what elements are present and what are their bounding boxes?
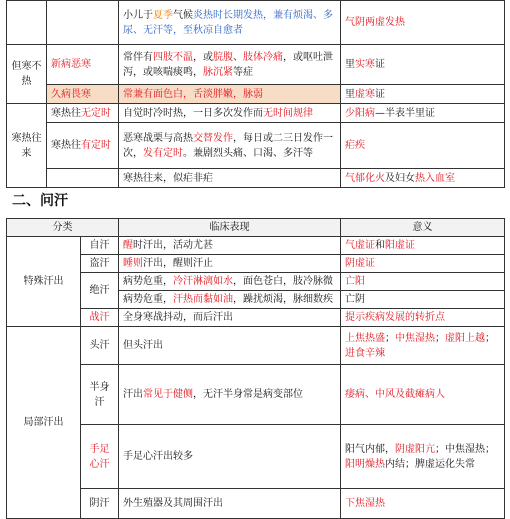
meaning-text <box>341 45 505 85</box>
text-run: 夏季 <box>153 9 173 21</box>
row-label: 战汗 <box>81 309 119 327</box>
text-run: 肢体冷痛 <box>243 51 283 63</box>
text-run: ，躁扰烦渴，脉细数疾 <box>233 294 333 305</box>
text-run: 常见于健侧 <box>143 389 193 400</box>
text-run: 手足心汗出较多 <box>123 451 193 462</box>
text-run: 汗出，醒则汗止 <box>143 258 213 269</box>
clinical-text <box>119 425 341 489</box>
text-run: 实寒 <box>355 59 375 70</box>
clinical-text <box>119 45 341 85</box>
meaning-text <box>341 169 505 188</box>
text-run: 证 <box>375 59 385 70</box>
text-run: 热入血室 <box>415 172 455 184</box>
row-label: 半身汗 <box>81 365 119 425</box>
text-run: 汗热而黏如油 <box>173 294 233 305</box>
text-run: 里 <box>345 88 355 100</box>
text-run: 虚寒 <box>355 88 375 100</box>
meaning-text <box>341 85 505 104</box>
header-meaning: 意义 <box>341 219 505 237</box>
meaning-text <box>341 104 505 123</box>
text-run: 恶寒战栗与高热 <box>123 132 193 144</box>
text-run: 小儿于 <box>123 9 153 21</box>
text-run: 气郁化火 <box>345 172 385 184</box>
text-run: ，或 <box>193 51 213 63</box>
meaning-text <box>341 489 505 519</box>
row-label: 盗汗 <box>81 255 119 273</box>
clinical-text <box>119 365 341 425</box>
group-label: 局部汗出 <box>7 327 81 519</box>
row-label <box>47 104 119 123</box>
table-row <box>7 237 505 255</box>
table-row <box>7 425 505 489</box>
meaning-text <box>341 237 505 255</box>
text-run: ，面色苍白，肢冷脉微 <box>233 276 333 287</box>
text-run: 内结；脾虚运化失常 <box>385 458 475 470</box>
row-label: 阴汗 <box>81 489 119 519</box>
clinical-text <box>119 273 341 291</box>
meaning-text <box>341 425 505 489</box>
text-run: 全身寒战抖动，而后汗出 <box>123 312 233 323</box>
text-run: ； <box>435 332 445 344</box>
meaning-text <box>341 255 505 273</box>
text-run: 亡阴 <box>345 294 365 305</box>
text-run: 阳气内郁， <box>345 443 395 455</box>
clinical-text <box>119 309 341 327</box>
clinical-text <box>119 169 341 188</box>
text-run: ，无汗半身常是病变部位 <box>193 389 303 400</box>
text-run: 但头汗出 <box>123 340 163 351</box>
meaning-text <box>341 309 505 327</box>
text-run: 提示疾病发展的转折点 <box>345 312 445 323</box>
text-run: 醒 <box>123 240 133 251</box>
text-run: 脉沉紧 <box>203 66 233 78</box>
text-run: 虚阳上越 <box>445 332 485 344</box>
clinical-text <box>119 291 341 309</box>
meaning-text <box>341 365 505 425</box>
row-label: 绝汗 <box>81 273 119 309</box>
text-run: 中焦湿热 <box>395 332 435 344</box>
text-run: ； <box>385 332 395 344</box>
text-run: 无定时 <box>81 107 111 119</box>
row-label <box>47 123 119 169</box>
row-label: 自汗 <box>81 237 119 255</box>
text-run: 时汗出，活动尤甚 <box>133 240 213 251</box>
text-run: 常兼有面色白，舌淡胖嫩，脉弱 <box>123 88 263 100</box>
text-run: 病势危重， <box>123 276 173 287</box>
group-label: 但寒不热 <box>7 45 47 104</box>
text-run: 睡则 <box>123 258 143 269</box>
table-row <box>7 85 505 104</box>
text-run: 汗出 <box>123 389 143 400</box>
table-row <box>7 365 505 425</box>
text-run: 气候 <box>173 9 193 21</box>
table-row <box>7 104 505 123</box>
table-row <box>7 309 505 327</box>
clinical-text <box>119 1 341 45</box>
text-run: 病势危重， <box>123 294 173 305</box>
text-run: 气虚证 <box>345 240 375 251</box>
table-row <box>7 1 505 45</box>
header-clinical: 临床表现 <box>119 219 341 237</box>
row-label: 久病畏寒 <box>47 85 119 104</box>
text-run: 少阳病 <box>345 107 375 119</box>
group-label: 寒热往来 <box>7 104 47 188</box>
text-run: 上焦热盛 <box>345 332 385 344</box>
table-row <box>7 255 505 273</box>
text-run: 自觉时冷时热，一日多次发作而 <box>123 107 263 119</box>
clinical-text <box>119 237 341 255</box>
table-header-row <box>7 219 505 237</box>
text-run: 。兼剧烈头痛、口渴、多汗等 <box>183 147 313 159</box>
text-run: 疟疾 <box>345 140 365 151</box>
text-run: 寒热往 <box>51 107 81 119</box>
text-run: 、 <box>233 51 243 63</box>
text-run: 发有定时 <box>143 147 183 159</box>
text-run: 下焦湿热 <box>345 498 385 509</box>
chills-fever-table <box>6 0 505 188</box>
text-run: ，每日或二三日发作一次， <box>123 132 333 159</box>
text-run: 阴虚证 <box>345 258 375 269</box>
text-run: ，或呕吐泄泻，或咳喘痰鸣， <box>123 51 333 78</box>
text-run: 有定时 <box>81 140 111 151</box>
text-run: 四肢不温 <box>153 51 193 63</box>
clinical-text <box>119 104 341 123</box>
sweating-table <box>6 218 505 519</box>
table-row <box>7 327 505 365</box>
text-run: 交替发作 <box>193 132 233 144</box>
text-run: 无时间规律 <box>263 107 313 119</box>
text-run: 冷汗淋漓如水 <box>173 276 233 287</box>
text-run: 阳虚证 <box>385 240 415 251</box>
meaning-text <box>341 273 505 291</box>
clinical-text <box>119 85 341 104</box>
meaning-text: 气阴两虚发热 <box>341 1 505 45</box>
row-label: 新病恶寒 <box>47 45 119 85</box>
text-run: 里 <box>345 59 355 70</box>
text-run: 亡阳 <box>345 276 365 287</box>
table-row <box>7 169 505 188</box>
text-run: 等症 <box>233 66 253 78</box>
text-run: 证 <box>375 88 385 100</box>
text-run: 脘腹 <box>213 51 233 63</box>
text-run: 外生殖器及其周围汗出 <box>123 498 223 509</box>
text-run: 寒热往来，似疟非疟 <box>123 172 213 184</box>
meaning-text <box>341 327 505 365</box>
table-row <box>7 273 505 291</box>
table-row <box>7 45 505 85</box>
clinical-text <box>119 123 341 169</box>
row-label: 头汗 <box>81 327 119 365</box>
text-run: 及妇女 <box>385 172 415 184</box>
clinical-text <box>119 327 341 365</box>
text-run: 常伴有 <box>123 51 153 63</box>
text-run: ； <box>485 332 495 344</box>
text-run: —半表半里证 <box>375 107 435 119</box>
table-row <box>7 123 505 169</box>
text-run: 寒热往 <box>51 140 81 151</box>
header-category: 分类 <box>7 219 119 237</box>
clinical-text <box>119 489 341 519</box>
text-run: 进食辛辣 <box>345 347 385 359</box>
text-run: 阴虚阳亢 <box>395 443 435 455</box>
clinical-text <box>119 255 341 273</box>
group-label: 特殊汗出 <box>7 237 81 327</box>
row-label: 手足心汗 <box>81 425 119 489</box>
table-row <box>7 489 505 519</box>
text-run: 和 <box>375 240 385 251</box>
text-run: 阳明燥热 <box>345 458 385 470</box>
text-run: ；中焦湿热； <box>435 443 495 455</box>
text-run: 痿病、中风及截瘫病人 <box>345 389 445 400</box>
meaning-text <box>341 123 505 169</box>
meaning-text <box>341 291 505 309</box>
text-run: 炎热时长期发热，兼有烦渴、多尿、无汗等，至秋凉自愈者 <box>123 9 333 36</box>
section-title: 二、问汗 <box>12 193 68 209</box>
